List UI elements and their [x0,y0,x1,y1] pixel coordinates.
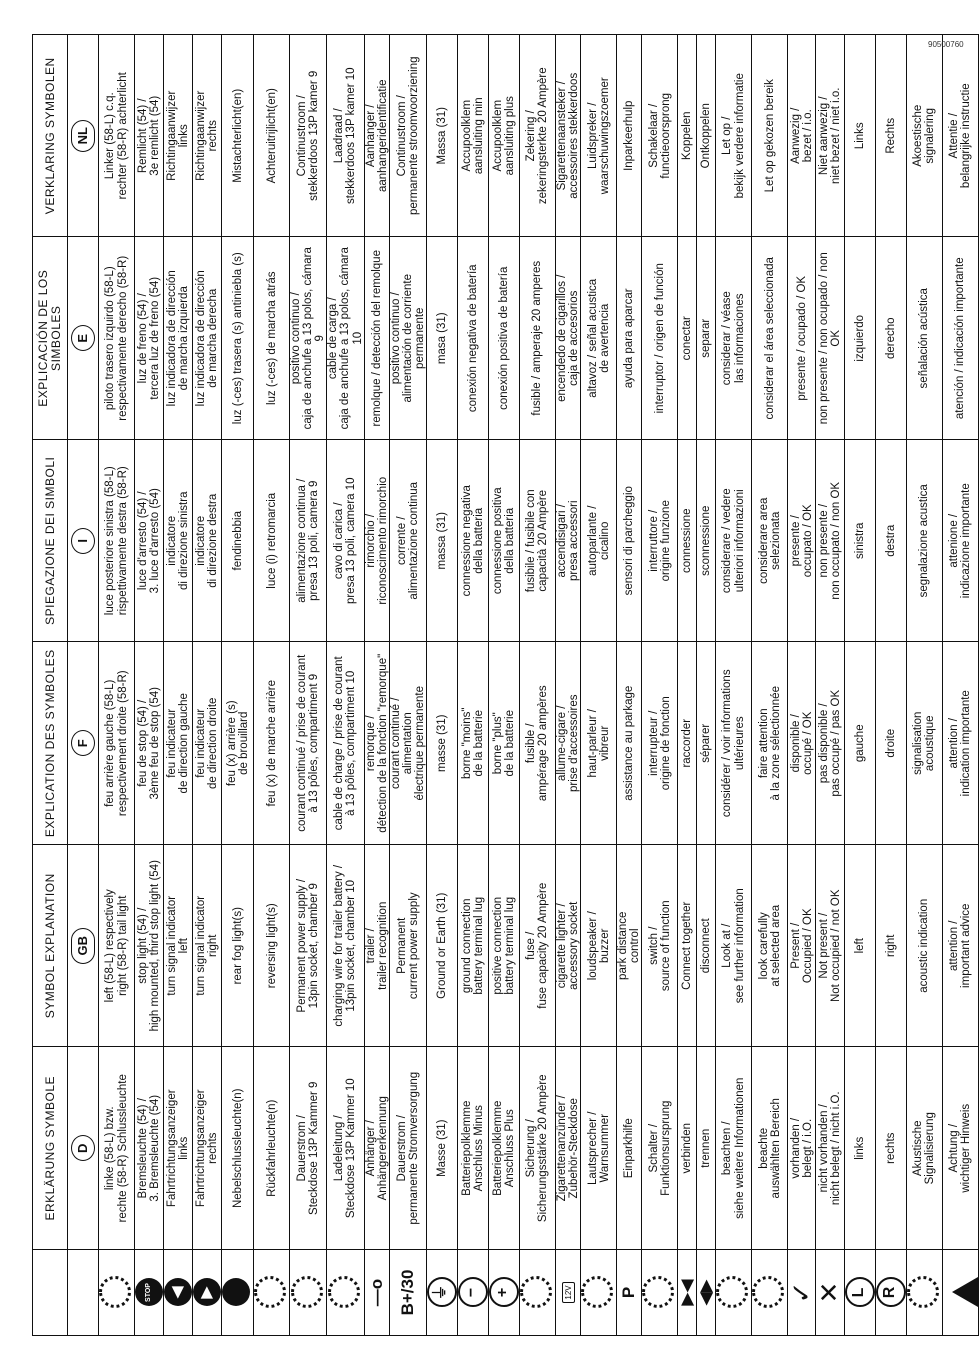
cell-gb: turn signal indicator left [164,845,193,1048]
cell-nl: Akoestische signalering [906,35,942,238]
cell-de: Rückfahrleuchte(n) [254,1047,290,1250]
flag-fr-badge: F [71,730,95,756]
table-row [697,35,716,1336]
cell-fr: assistance au parkage [617,642,642,845]
symbol-cell [364,1250,389,1336]
cell-es: non presente / non ocupado / non OK [816,237,844,440]
table-row [678,35,697,1336]
permanent-power-icon [291,1277,323,1309]
cell-nl: Continustroom / stekkerdoos 13P kamer 9 [290,35,327,238]
cell-de: Masse (31) [426,1047,457,1250]
cell-fr: pas disponible / pas occupé / pas OK [816,642,844,845]
cell-gb: positive connection battery terminal lug [488,845,519,1048]
symbol-cell [193,1250,222,1336]
cell-es: positivo continuo / caja de anchufe a 13 polos, cámara 9 [290,237,327,440]
cell-nl: Let op / bekijk verdere informatie [716,35,752,238]
cell-it: fusibile / fusibile con capacità 20 Ampère [519,440,555,643]
charging-wire-icon [328,1277,360,1309]
table-row [617,35,642,1336]
symbol-cell [906,1250,942,1336]
table-row [716,35,752,1336]
cell-it: considerare / vedere ulteriori informazioni [716,440,752,643]
table-row [844,35,875,1336]
cell-gb: Ground or Earth (31) [426,845,457,1048]
cell-de: Dauerstrom / permanente Stromversorgung [389,1047,426,1250]
cell-gb: rear fog light(s) [222,845,254,1048]
symbol-cell [816,1250,844,1336]
cell-it: alimentazione continua / presa 13 poli, camera 9 [290,440,327,643]
cell-de: nicht vorhanden / nicht belegt / nicht i.O. [816,1047,844,1250]
cell-fr: signalisation acoustique [906,642,942,845]
symbol-cell [716,1250,752,1336]
flag-empty-cell [68,1250,99,1336]
cell-de: linke (58-L) bzw. rechte (58-R) Schlussleuchte [99,1047,135,1250]
cell-es: izquierdo [844,237,875,440]
table-row [222,35,254,1336]
cell-es: separar [697,237,716,440]
cell-es: masa (31) [426,237,457,440]
cell-gb: left (58-L) respectively right (58-R) tail light [99,845,135,1048]
symbol-cell [581,1250,617,1336]
cell-it: presente / occupato / OK [788,440,816,643]
symbol-column-header [33,1250,68,1336]
cell-it: segnalazione acustica [906,440,942,643]
cell-es: interruptor / origen de función [642,237,678,440]
cell-fr: attention / indication importante [942,642,978,845]
switch-icon [642,1277,674,1309]
cell-de: Ladeleitung / Steckdose 13P Kammer 10 [327,1047,364,1250]
flag-it-badge: I [71,528,95,554]
cell-gb: Permanent power supply / 13pin socket, chamber 9 [290,845,327,1048]
b-plus-30-icon: B+/30 [397,1269,417,1316]
cell-it: accendisigari / presa accessori [555,440,580,643]
reversing-light-icon [254,1277,286,1309]
cell-nl: Richtingaanwijzer links [164,35,193,238]
cell-it: attenione / indicazione importante [942,440,978,643]
cell-es: ayuda para aparcar [617,237,642,440]
cell-de: Akustische Signalisierung [906,1047,942,1250]
cell-de: vorhanden / belegt / i.O. [788,1047,816,1250]
stop-light-icon: STOP [135,1279,163,1307]
cell-fr: borne "plus" de la batterie [488,642,519,845]
fuse-icon [520,1277,552,1309]
cell-de: beachten / siehe weitere Informationen [716,1047,752,1250]
cell-nl: Rechts [875,35,906,238]
cell-es: piloto trasero izquirdo (58-L) respectivamente derecho (58-R) [99,237,135,440]
cell-gb: ground connection battery terminal lug [457,845,488,1048]
table-row [752,35,788,1336]
cell-de: Fahrtrichtungsanzeiger links [164,1047,193,1250]
flag-gb-badge: GB [71,928,95,964]
cell-nl: Mistachterlicht(en) [222,35,254,238]
cell-es: luz indicadora de dirección de marcha derecha [193,237,222,440]
connect-icon: ▶◀ [677,1279,697,1306]
cell-nl: Achteruitrijlicht(en) [254,35,290,238]
cell-fr: raccorder [678,642,697,845]
cell-it: corrente / alimentazione continua [389,440,426,643]
cell-de: rechts [875,1047,906,1250]
cell-gb: trailer / trailer recognition [364,845,389,1048]
cell-nl: Massa (31) [426,35,457,238]
symbol-cell [555,1250,580,1336]
cell-gb: acoustic indication [906,845,942,1048]
cell-gb: right [875,845,906,1048]
table-row [942,35,978,1336]
cell-es: luz de freno (54) / tercera luz de freno (54) [135,237,164,440]
symbol-cell [327,1250,364,1336]
cell-fr: feu indicateur de direction droite [193,642,222,845]
cell-fr: feu (x) arrière (s) de brouillard [222,642,254,845]
cell-es: positivo continuo / alimentación de corriente permanente [389,237,426,440]
cell-de: trennen [697,1047,716,1250]
cell-it: non presente / non occupato / non OK [816,440,844,643]
cell-es: derecho [875,237,906,440]
cell-nl: Accupoolklem aansluiting plus [488,35,519,238]
cell-de: Schalter / Funktionsursprung [642,1047,678,1250]
cell-nl: Ontkoppelen [697,35,716,238]
disconnect-icon: ◀▶ [696,1279,716,1306]
cell-it: connessione negativa della batteria [457,440,488,643]
cell-fr: feu arrière gauche (58-L) respectivement droite (58-R) [99,642,135,845]
symbol-cell [290,1250,327,1336]
table-row [193,35,222,1336]
header-de: ERKLÄRUNG SYMBOLE [33,1047,68,1250]
table-row [164,35,193,1336]
cell-fr: courant continué / prise de courant à 13 pôles, compartiment 9 [290,642,327,845]
tail-light-icon [99,1277,131,1309]
cell-gb: Connect together [678,845,697,1048]
symbol-cell [844,1250,875,1336]
cell-de: Sicherung / Sicherungsstärke 20 Ampère [519,1047,555,1250]
turn-right-icon: ▶ [193,1279,221,1307]
symbol-cell [488,1250,519,1336]
park-assist-icon: P [619,1286,639,1299]
cell-es: altavoz / señal acustica de avertencia [581,237,617,440]
symbol-cell [752,1250,788,1336]
header-fr: EXPLICATION DES SYMBOLES [33,642,68,845]
cell-fr: feu de stop (54) / 3ème feu de stop (54) [135,642,164,845]
cell-fr: borne "moins" de la batterie [457,642,488,845]
table-row [254,35,290,1336]
table-row [99,35,135,1336]
left-l-icon: L [845,1278,875,1308]
symbol-cell [389,1250,426,1336]
table-row [457,35,488,1336]
cell-it: interruttore / origine funzione [642,440,678,643]
cell-it: indicatore di direzione destra [193,440,222,643]
cell-fr: droite [875,642,906,845]
cell-fr: courant continué / alimentation électrique permanente [389,642,426,845]
symbol-explanation-table [32,34,979,1336]
cell-gb: reversing light(s) [254,845,290,1048]
cell-nl: Continustroom / permanente stroomvoorziening [389,35,426,238]
cell-de: Achtung / wichtiger Hinweis [942,1047,978,1250]
cell-de: Fahrtrichtungsanzeiger rechts [193,1047,222,1250]
check-icon: ✓ [786,1281,817,1304]
header-gb: SYMBOL EXPLANATION [33,845,68,1048]
cell-it: indicatore di direzione sinistra [164,440,193,643]
cell-gb: attention / important advice [942,845,978,1048]
flag-cell-gb [68,845,99,1048]
symbol-cell [457,1250,488,1336]
table-row [488,35,519,1336]
cell-es: cable de carga / caja de anchufe a 13 polos, cámara 10 [327,237,364,440]
cell-fr: considérer / voir informations ultérieures [716,642,752,845]
cell-fr: faire attention à la zone sélectionnée [752,642,788,845]
cell-it: cavo di carica / presa 13 poli, camera 10 [327,440,364,643]
flag-cell-it [68,440,99,643]
cell-it: luce d'arresto (54) / 3. luce d'arresto (54) [135,440,164,643]
cell-nl: Remlicht (54) / 3e remlicht (54) [135,35,164,238]
cell-nl: Aanhanger / aanhangeridentificatie [364,35,389,238]
cell-nl: Zekering / zekeringsterkte 20 Ampère [519,35,555,238]
cell-es: luz (-ces) trasera (s) antiniebla (s) [222,237,254,440]
cell-fr: feu indicateur de direction gauche [164,642,193,845]
cell-gb: Permanent current power supply [389,845,426,1048]
cell-de: Anhänger / Anhängererkennung [364,1047,389,1250]
cell-gb: loudspeaker / buzzer [581,845,617,1048]
cell-es: considerar / véase las informaciones [716,237,752,440]
cell-gb: look carefully at selected area [752,845,788,1048]
table-row [364,35,389,1336]
cell-de: Batteriepolklemme Anschluss Plus [488,1047,519,1250]
cell-gb: Not present / Not occupied / not OK [816,845,844,1048]
table-row [327,35,364,1336]
cell-nl: Koppelen [678,35,697,238]
symbol-cell [164,1250,193,1336]
table-row [816,35,844,1336]
cell-it: sensori di parcheggio [617,440,642,643]
flag-de-badge: D [71,1135,95,1161]
table-row [581,35,617,1336]
flag-cell-fr [68,642,99,845]
turn-left-icon: ◀ [164,1279,192,1307]
look-area-icon [752,1277,784,1309]
cell-it: connessione [678,440,697,643]
cell-de: beachte auswählten Bereich [752,1047,788,1250]
cell-fr: allume-cigare / prise d'accessoires [555,642,580,845]
cell-nl: Attentie / belangrijke instructie [942,35,978,238]
cell-es: luz indicadora de dirección de marcha izquierda [164,237,193,440]
cell-es: encendedo de cigarillos / caja de accesorios [555,237,580,440]
table-row [290,35,327,1336]
cross-icon: ✕ [814,1281,845,1304]
cell-nl: Laadraad / stekkerdoos 13P kamer 10 [327,35,364,238]
flag-es-badge: E [71,325,95,351]
flag-cell-de [68,1047,99,1250]
symbol-cell [697,1250,716,1336]
cell-de: Zigarettenanzünder / Zubehör-Steckdose [555,1047,580,1250]
table-row [135,35,164,1336]
symbol-cell [254,1250,290,1336]
cell-fr: interrupteur / origine de fonction [642,642,678,845]
cell-de: Batteriepolklemme Anschluss Minus [457,1047,488,1250]
symbol-cell [222,1250,254,1336]
table-row [519,35,555,1336]
look-at-icon [716,1277,748,1309]
cell-it: luce posteriore sinistra (58-L) rispettivamente destra (58-R) [99,440,135,643]
cell-fr: remorque / détection de la fonction "remorque" [364,642,389,845]
cell-de: verbinden [678,1047,697,1250]
cell-it: rimorchio / riconoscimento rimorchio [364,440,389,643]
cell-es: considerar el área seleccionada [752,237,788,440]
cell-it: connessione positiva della batteria [488,440,519,643]
cell-de: Nebelschlussleuchte(n) [222,1047,254,1250]
cell-gb: Look at / see further information [716,845,752,1048]
cell-nl: Niet aanwezig / niet bezet / niet i.o. [816,35,844,238]
cell-de: Bremsleuchte (54) / 3. Bremsleuchte (54) [135,1047,164,1250]
cell-fr: masse (31) [426,642,457,845]
cell-gb: charging wire for trailer battery / 13pin socket, chamber 10 [327,845,364,1048]
cell-gb: turn signal indicator right [193,845,222,1048]
cell-it: autoparlante / cicalino [581,440,617,643]
symbol-cell [426,1250,457,1336]
cell-nl: Luidspreker / waarschuwingszoemer [581,35,617,238]
cell-de: Dauerstrom / Steckdose 13P Kammer 9 [290,1047,327,1250]
cell-fr: gauche [844,642,875,845]
cell-es: conectar [678,237,697,440]
table-row [555,35,580,1336]
document-number: 90500760 [928,40,964,49]
cell-nl: Let op gekozen bereik [752,35,788,238]
ground-icon: ⏚ [427,1278,457,1308]
cell-nl: Sigarettenaansteker / accessoires stekkerdoos [555,35,580,238]
loudspeaker-icon [581,1277,613,1309]
cell-es: atención / indicación importante [942,237,978,440]
header-nl: VERKLARING SYMBOLEN [33,35,68,238]
cell-it: considerare area selezionata [752,440,788,643]
warning-icon [952,1278,978,1308]
cell-de: Lautsprecher / Warnsummer [581,1047,617,1250]
cell-gb: cigarette lighter / accessory socket [555,845,580,1048]
cell-gb: fuse / fuse capacity 20 Ampère [519,845,555,1048]
cell-nl: Inparkeerhulp [617,35,642,238]
cell-es: presente / ocupado / OK [788,237,816,440]
cell-fr: disponible / occupé / OK [788,642,816,845]
cell-es: conexión negativa de batería [457,237,488,440]
cell-gb: switch / source of function [642,845,678,1048]
table-row [426,35,457,1336]
cell-nl: Links [844,35,875,238]
flag-cell-nl [68,35,99,238]
cell-gb: left [844,845,875,1048]
cigarette-lighter-icon: 12V [562,1282,575,1302]
symbol-cell [99,1250,135,1336]
battery-minus-icon: − [458,1278,488,1308]
symbol-cell [519,1250,555,1336]
cell-fr: feu (x) de marche arrière [254,642,290,845]
cell-nl: Schakelaar / functieoorsprong [642,35,678,238]
rear-fog-icon [222,1279,250,1307]
cell-it: fendinebbia [222,440,254,643]
acoustic-icon [907,1277,939,1309]
cell-es: luz (-ces) de marcha atrás [254,237,290,440]
cell-it: sinistra [844,440,875,643]
trailer-icon: —o [366,1278,386,1307]
cell-nl: Accupoolklem aansluiting min [457,35,488,238]
cell-de: links [844,1047,875,1250]
header-es: EXPLICACIÓN DE LOS SIMBOLES [33,237,68,440]
flag-cell-es [68,237,99,440]
header-it: SPIEGAZIONE DEI SIMBOLI [33,440,68,643]
symbol-cell [875,1250,906,1336]
cell-fr: fusible / ampérage 20 ampères [519,642,555,845]
symbol-cell [678,1250,697,1336]
symbol-cell [135,1250,164,1336]
table-row [389,35,426,1336]
table-row [906,35,942,1336]
symbol-cell [642,1250,678,1336]
cell-gb: disconnect [697,845,716,1048]
cell-nl: Aanwezig / bezet / i.o. [788,35,816,238]
cell-fr: haut-parleur / vibreur [581,642,617,845]
flag-nl-badge: NL [71,120,95,152]
cell-es: remolque / detección del remolque [364,237,389,440]
cell-es: conexión positiva de batería [488,237,519,440]
cell-gb: stop light (54) / high mounted, third stop light (54) [135,845,164,1048]
cell-es: fusible / amperaje 20 amperes [519,237,555,440]
cell-fr: cable de charge / prise de courant à 13 pôles, compartiment 10 [327,642,364,845]
symbol-rows [99,35,979,1336]
flag-row [68,35,99,1336]
table-row [788,35,816,1336]
cell-it: massa (31) [426,440,457,643]
cell-es: señalación acústica [906,237,942,440]
cell-de: Einparkhilfe [617,1047,642,1250]
cell-gb: park distance control [617,845,642,1048]
battery-plus-icon: + [489,1278,519,1308]
cell-it: sconnessione [697,440,716,643]
cell-it: destra [875,440,906,643]
header-row [33,35,68,1336]
symbol-cell [617,1250,642,1336]
cell-nl: Linker (58-L) c.q. rechter (58-R) achterlicht [99,35,135,238]
symbol-cell [942,1250,978,1336]
cell-gb: Present / Occupied / OK [788,845,816,1048]
right-r-icon: R [876,1278,906,1308]
table-row [875,35,906,1336]
cell-fr: séparer [697,642,716,845]
cell-nl: Richtingaanwijzer rechts [193,35,222,238]
table-row [642,35,678,1336]
cell-it: luce (i) retromarcia [254,440,290,643]
symbol-cell [788,1250,816,1336]
